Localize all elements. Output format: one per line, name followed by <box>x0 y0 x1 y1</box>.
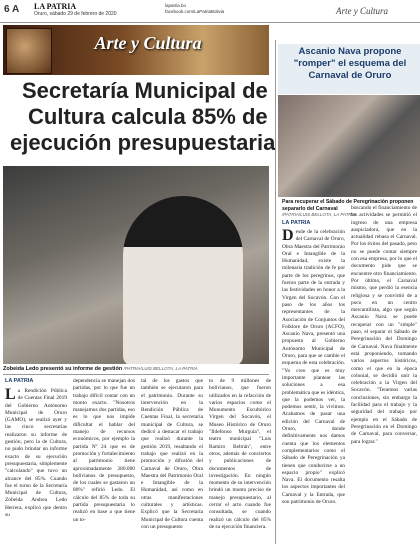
banner-artwork <box>6 28 52 74</box>
main-story-column-1 <box>5 388 67 544</box>
photo-subject <box>123 196 243 364</box>
main-story-column-3: tal de los gastos que también se ejecutaron para el patrimonio. Durante su intervención en la Rendición Pública de Cuentas Final, la secretaria municipal de Cultura, se dedicó a destacar el trabajo que realizó durante la gestión 2019, resaltando el trabajo que realizó en la promoción y difusión del Carnaval de Oruro, Obra Maestra del Patrimonio Oral e Intangible de la Humanidad, así como en otras manifestaciones culturales y artísticas. Explicó que la Secretaría Municipal de Cultura cuenta con un presupuesto <box>141 378 203 530</box>
main-photo-caption-text: Zobeida Ledo presentó su informe de gestión <box>3 366 123 372</box>
side-story-headline: Ascanio Nava propone "romper" el esquema del Carnaval de Oruro <box>293 46 407 81</box>
section-banner <box>3 25 269 75</box>
side-story-column-1 <box>282 229 345 544</box>
divider <box>275 40 276 544</box>
main-story-column-4: to de 9 millones de bolivianos, que fueron utilizados en la refacción de varios espacios como el Monumento Escultórico Virgen del Socavón, el Museo Histórico de Oruro "Ildefonso Murguía", el teatro municipal "Luis Ramiro Beltrán", entre otros, además de conciertos y publicaciones de documentos de investigación. En ningún momento de su intervención brindó un monto preciso de manejo presupuestario, al cerrar el acto cuando fue consultada, se cuando realizó un cálculo del 85% de su ejecución financiera. <box>209 378 271 530</box>
side-story-photo <box>278 95 420 197</box>
headline-line-1: Secretaría Municipal de <box>22 78 268 103</box>
main-photo-caption <box>3 366 269 372</box>
page-number: 6 A <box>4 4 20 15</box>
website-link[interactable]: lapatria.bo <box>165 3 187 8</box>
side-story-caption: Para recuperar el Sábado de Peregrinación proponen separarlo del Carnaval <box>282 199 414 212</box>
side-story-byline: LA PATRIA <box>282 220 311 226</box>
facebook-link[interactable]: facebook.com/LaPatriaBolivia <box>165 9 225 14</box>
dateline: Oruro, sábado 29 de febrero de 2020 <box>34 11 117 17</box>
drop-cap: D <box>282 229 294 244</box>
main-story-byline: LA PATRIA <box>5 378 34 384</box>
headline-line-3: ejecución presupuestaria <box>10 130 276 155</box>
drop-cap: L <box>5 388 16 403</box>
section-name: Arte y Cultura <box>336 6 388 16</box>
main-story-column-1-text: a Rendición Pública de Cuentas Final 2019 del Gobierno Autónomo Municipal de Oruro (GAMO), se realizó ayer y las cinco secretarías realizaron su informe de gestión, pero la de Cultura, no pudo brindar un informe exacto de su ejecución presupuestaria, simplemente "calculando" que tuvo un alcance del 85%. Cuando fue el turno de la Secretaría Municipal de Cultura, Zobeida Andrea Ledo Herrera, explicó que dentro su <box>5 388 67 519</box>
side-story-column-1-text: esde de la celebración del Carnaval de Oruro, Obra Maestra del Patrimonio Oral e Intangible de la Humanidad, existe la milenaria tradición de fe por parte de los peregrinos, que fueron parte de la entrada y las festividades en honor a la Virgen del Socavón. Con el paso de los años los representantes de la Asociación de Conjuntos del Folklore de Oruro (ACFO), Ascanio Nava, presentó una propuesta al Gobierno Autónomo Municipal de Oruro, para que se cambie el esquema de esta celebración. "Yo creo que es muy importante plantear las soluciones a esa problemática que es idéntica, que la podemos ver, la podemos sentir, la vivimos. Acabamos de pasar una edición del Carnaval de Oruro, donde definitivamente nos damos cuenta que los elementos complementarios como el Sábado de Peregrinación ya tienen que conducirse a un espacio propio" explicó Nava. El documento resalta los aspectos importantes del Carnaval y la Entrada, que son patrimonio de Oruro. <box>282 229 345 505</box>
divider <box>3 374 269 375</box>
side-story-photo-credit: /PATRIA/LUIS BELLOTA, LA PATRIA <box>282 212 356 217</box>
side-story-column-2: buscando el financiamiento de las actividades se permitió el ingreso de una empresa auspiciadora, que en la actualidad rebasa el Carnaval. Por los éxitos del pasado, pero no se puede contar siempre con esa empresa, por lo que el documento pide que se encuentre otro financiamiento. Por último, el Carnaval mismo, que perdió la esencia religiosa y se convirtió de a poco en un centro mercantilista, algo que según Ascanio Nava se puede recuperar con un "simple" paso, el separar el Sábado de Peregrinación del Domingo de Carnaval. Nava finalmente está proponiendo, tomando varios aspectos históricos, como el que en la época colonial, se decidió unir la celebración a la Virgen del Socavón. "Tenemos varias conclusiones, sin embargo la facilidad para el trabajo y la seguridad del trabajo por ejemplo en el Sábado de Peregrinación en el Domingo de Carnaval, para conversar, para lograr." <box>351 205 417 445</box>
banner-title: Arte y Cultura <box>94 33 202 53</box>
main-story-column-2: dependencia se manejan dos partidas, por lo que fue un trabajo difícil contar con un monto exacto. "Nosotros manejamos dos partidas, eso es lo que nos impide dificultar el hablar del manejo de recursos económicos, por ejemplo la partida Nº 24 que es de promoción y fortalecimiento al patrimonio tiene aproximadamente 280.000 bolivianos de presupuesto, de los cuales se gastaron un 80%" refirió Ledo. El cálculo del 85% de toda su partida presupuestaria lo realizó en base a que tiene un to- <box>73 378 135 523</box>
newspaper-name: LA PATRIA <box>34 2 77 11</box>
main-photo-credit: /PATRIA/LUIS BELLOTA, LA PATRIA <box>123 366 198 371</box>
social-links <box>165 3 224 15</box>
headline-line-2: Cultura calcula 85% de <box>28 104 268 129</box>
main-story-photo <box>3 166 269 364</box>
